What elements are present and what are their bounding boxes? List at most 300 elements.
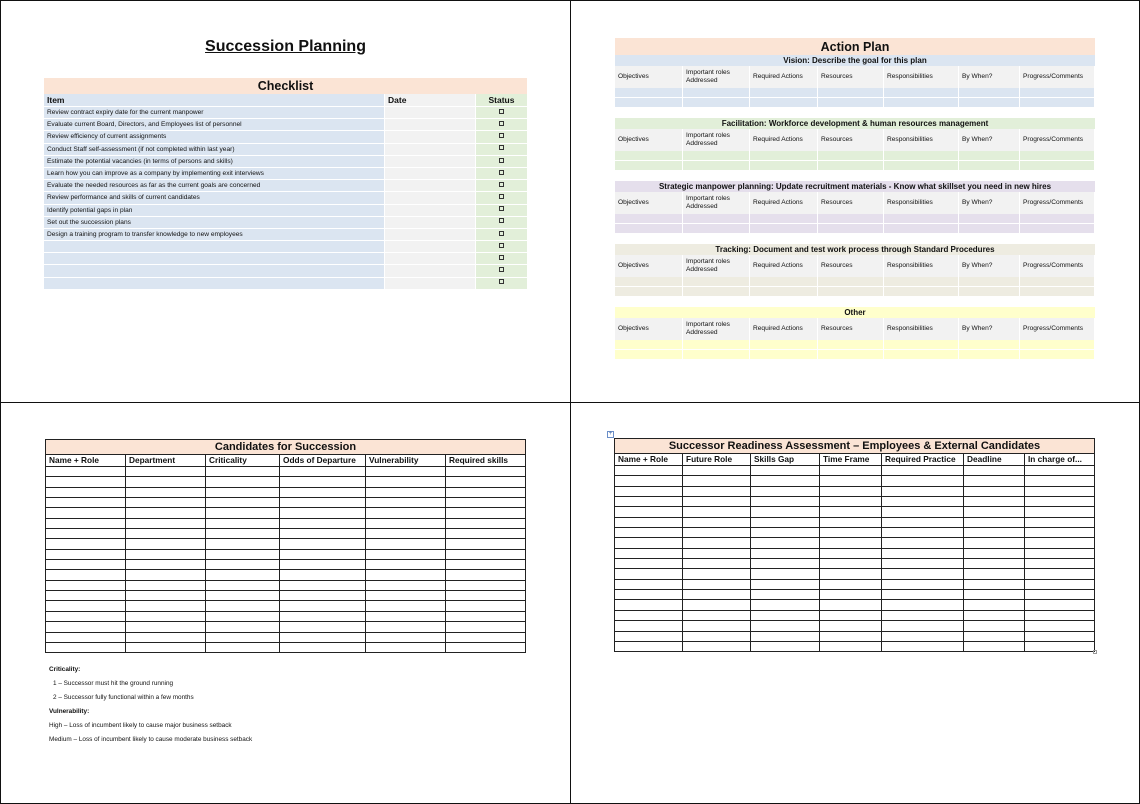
table-cell[interactable] [126, 581, 206, 590]
table-cell[interactable] [126, 467, 206, 476]
table-cell[interactable] [751, 507, 820, 516]
table-cell[interactable] [751, 528, 820, 537]
table-cell[interactable] [46, 591, 126, 600]
table-cell[interactable] [964, 569, 1025, 578]
table-cell[interactable] [615, 600, 683, 609]
empty-cell[interactable] [683, 224, 750, 234]
table-cell[interactable] [615, 518, 683, 527]
table-cell[interactable] [280, 498, 366, 507]
table-cell[interactable] [820, 559, 882, 568]
table-cell[interactable] [126, 570, 206, 579]
empty-cell[interactable] [683, 350, 750, 360]
table-cell[interactable] [46, 560, 126, 569]
table-cell[interactable] [820, 569, 882, 578]
table-cell[interactable] [615, 487, 683, 496]
table-cell[interactable] [882, 518, 964, 527]
table-cell[interactable] [683, 621, 751, 630]
table-cell[interactable] [683, 466, 751, 475]
table-cell[interactable] [820, 611, 882, 620]
table-cell[interactable] [206, 498, 280, 507]
empty-cell[interactable] [750, 98, 818, 108]
table-cell[interactable] [280, 477, 366, 486]
empty-cell[interactable] [750, 287, 818, 297]
empty-cell[interactable] [750, 151, 818, 161]
table-cell[interactable] [1025, 507, 1094, 516]
table-cell[interactable] [964, 476, 1025, 485]
table-cell[interactable] [820, 528, 882, 537]
table-cell[interactable] [446, 570, 525, 579]
checklist-date-cell[interactable] [385, 278, 476, 290]
table-cell[interactable] [1025, 497, 1094, 506]
table-cell[interactable] [280, 581, 366, 590]
table-cell[interactable] [126, 643, 206, 652]
checkbox[interactable] [499, 170, 504, 175]
checklist-date-cell[interactable] [385, 180, 476, 192]
checklist-date-cell[interactable] [385, 253, 476, 265]
table-cell[interactable] [46, 498, 126, 507]
checklist-date-cell[interactable] [385, 205, 476, 217]
table-cell[interactable] [446, 643, 525, 652]
empty-cell[interactable] [1020, 224, 1095, 234]
table-cell[interactable] [206, 633, 280, 642]
table-cell[interactable] [206, 581, 280, 590]
table-cell[interactable] [683, 497, 751, 506]
table-cell[interactable] [751, 569, 820, 578]
table-cell[interactable] [446, 508, 525, 517]
empty-cell[interactable] [884, 151, 959, 161]
table-cell[interactable] [366, 529, 446, 538]
checkbox[interactable] [499, 279, 504, 284]
table-cell[interactable] [882, 528, 964, 537]
table-cell[interactable] [280, 591, 366, 600]
empty-cell[interactable] [884, 224, 959, 234]
table-cell[interactable] [615, 621, 683, 630]
checkbox[interactable] [499, 267, 504, 272]
empty-cell[interactable] [1020, 350, 1095, 360]
table-cell[interactable] [206, 643, 280, 652]
table-cell[interactable] [751, 642, 820, 651]
checkbox[interactable] [499, 133, 504, 138]
table-cell[interactable] [280, 622, 366, 631]
table-cell[interactable] [1025, 632, 1094, 641]
table-cell[interactable] [964, 518, 1025, 527]
table-cell[interactable] [882, 632, 964, 641]
empty-cell[interactable] [959, 98, 1020, 108]
table-cell[interactable] [446, 519, 525, 528]
table-cell[interactable] [446, 591, 525, 600]
table-cell[interactable] [46, 519, 126, 528]
table-cell[interactable] [683, 590, 751, 599]
table-cell[interactable] [683, 518, 751, 527]
table-cell[interactable] [882, 476, 964, 485]
empty-cell[interactable] [959, 340, 1020, 350]
table-cell[interactable] [46, 508, 126, 517]
table-cell[interactable] [46, 488, 126, 497]
table-cell[interactable] [280, 467, 366, 476]
checklist-date-cell[interactable] [385, 131, 476, 143]
table-cell[interactable] [46, 529, 126, 538]
table-cell[interactable] [446, 581, 525, 590]
empty-cell[interactable] [750, 161, 818, 171]
table-cell[interactable] [126, 498, 206, 507]
empty-cell[interactable] [959, 161, 1020, 171]
checklist-date-cell[interactable] [385, 144, 476, 156]
table-cell[interactable] [366, 488, 446, 497]
table-cell[interactable] [126, 508, 206, 517]
table-cell[interactable] [615, 538, 683, 547]
empty-cell[interactable] [683, 98, 750, 108]
table-cell[interactable] [820, 466, 882, 475]
empty-cell[interactable] [615, 340, 683, 350]
table-cell[interactable] [615, 528, 683, 537]
empty-cell[interactable] [750, 340, 818, 350]
checkbox[interactable] [499, 255, 504, 260]
table-cell[interactable] [683, 528, 751, 537]
table-cell[interactable] [206, 488, 280, 497]
checkbox[interactable] [499, 145, 504, 150]
table-cell[interactable] [820, 600, 882, 609]
table-cell[interactable] [280, 508, 366, 517]
table-cell[interactable] [1025, 590, 1094, 599]
table-cell[interactable] [751, 559, 820, 568]
checklist-date-cell[interactable] [385, 119, 476, 131]
table-cell[interactable] [446, 477, 525, 486]
table-cell[interactable] [683, 642, 751, 651]
table-cell[interactable] [1025, 538, 1094, 547]
table-cell[interactable] [882, 466, 964, 475]
table-cell[interactable] [366, 581, 446, 590]
table-cell[interactable] [964, 600, 1025, 609]
empty-cell[interactable] [1020, 340, 1095, 350]
table-cell[interactable] [46, 467, 126, 476]
table-cell[interactable] [820, 621, 882, 630]
empty-cell[interactable] [884, 98, 959, 108]
table-cell[interactable] [446, 622, 525, 631]
table-cell[interactable] [206, 612, 280, 621]
table-cell[interactable] [964, 559, 1025, 568]
empty-cell[interactable] [818, 161, 884, 171]
empty-cell[interactable] [683, 88, 750, 98]
table-cell[interactable] [1025, 528, 1094, 537]
table-cell[interactable] [1025, 569, 1094, 578]
table-cell[interactable] [882, 621, 964, 630]
table-cell[interactable] [751, 600, 820, 609]
table-cell[interactable] [882, 549, 964, 558]
table-cell[interactable] [46, 477, 126, 486]
table-cell[interactable] [882, 600, 964, 609]
checklist-date-cell[interactable] [385, 168, 476, 180]
table-cell[interactable] [366, 560, 446, 569]
table-cell[interactable] [751, 580, 820, 589]
table-cell[interactable] [964, 611, 1025, 620]
table-cell[interactable] [615, 476, 683, 485]
table-cell[interactable] [964, 528, 1025, 537]
table-cell[interactable] [820, 518, 882, 527]
table-cell[interactable] [615, 569, 683, 578]
table-cell[interactable] [615, 642, 683, 651]
table-cell[interactable] [46, 612, 126, 621]
table-cell[interactable] [46, 581, 126, 590]
table-cell[interactable] [820, 632, 882, 641]
empty-cell[interactable] [750, 350, 818, 360]
empty-cell[interactable] [615, 214, 683, 224]
table-cell[interactable] [446, 550, 525, 559]
table-cell[interactable] [964, 507, 1025, 516]
empty-cell[interactable] [615, 277, 683, 287]
checklist-date-cell[interactable] [385, 217, 476, 229]
table-cell[interactable] [1025, 559, 1094, 568]
table-cell[interactable] [882, 611, 964, 620]
table-cell[interactable] [46, 643, 126, 652]
table-cell[interactable] [280, 643, 366, 652]
table-cell[interactable] [446, 612, 525, 621]
table-cell[interactable] [964, 590, 1025, 599]
empty-cell[interactable] [615, 287, 683, 297]
table-cell[interactable] [820, 642, 882, 651]
empty-cell[interactable] [818, 350, 884, 360]
empty-cell[interactable] [683, 277, 750, 287]
table-cell[interactable] [964, 549, 1025, 558]
empty-cell[interactable] [683, 214, 750, 224]
table-cell[interactable] [615, 549, 683, 558]
table-cell[interactable] [280, 488, 366, 497]
empty-cell[interactable] [818, 224, 884, 234]
empty-cell[interactable] [818, 340, 884, 350]
empty-cell[interactable] [959, 214, 1020, 224]
table-cell[interactable] [206, 539, 280, 548]
table-cell[interactable] [46, 570, 126, 579]
empty-cell[interactable] [959, 224, 1020, 234]
table-cell[interactable] [882, 487, 964, 496]
table-cell[interactable] [446, 498, 525, 507]
table-cell[interactable] [751, 549, 820, 558]
table-cell[interactable] [882, 590, 964, 599]
table-cell[interactable] [1025, 518, 1094, 527]
table-cell[interactable] [882, 507, 964, 516]
checklist-date-cell[interactable] [385, 241, 476, 253]
table-cell[interactable] [126, 560, 206, 569]
table-cell[interactable] [751, 466, 820, 475]
checklist-date-cell[interactable] [385, 192, 476, 204]
table-cell[interactable] [1025, 487, 1094, 496]
empty-cell[interactable] [750, 277, 818, 287]
table-cell[interactable] [280, 539, 366, 548]
table-cell[interactable] [820, 549, 882, 558]
table-cell[interactable] [206, 601, 280, 610]
empty-cell[interactable] [959, 350, 1020, 360]
table-cell[interactable] [882, 569, 964, 578]
table-cell[interactable] [1025, 549, 1094, 558]
empty-cell[interactable] [615, 151, 683, 161]
table-cell[interactable] [751, 611, 820, 620]
table-cell[interactable] [366, 539, 446, 548]
table-cell[interactable] [882, 497, 964, 506]
empty-cell[interactable] [615, 98, 683, 108]
empty-cell[interactable] [818, 98, 884, 108]
table-cell[interactable] [126, 477, 206, 486]
empty-cell[interactable] [1020, 88, 1095, 98]
table-cell[interactable] [751, 538, 820, 547]
table-cell[interactable] [751, 497, 820, 506]
checkbox[interactable] [499, 243, 504, 248]
table-cell[interactable] [751, 518, 820, 527]
empty-cell[interactable] [615, 350, 683, 360]
table-cell[interactable] [964, 487, 1025, 496]
table-cell[interactable] [882, 642, 964, 651]
empty-cell[interactable] [959, 287, 1020, 297]
table-cell[interactable] [280, 601, 366, 610]
empty-cell[interactable] [615, 88, 683, 98]
table-cell[interactable] [964, 621, 1025, 630]
table-cell[interactable] [446, 467, 525, 476]
empty-cell[interactable] [750, 214, 818, 224]
table-cell[interactable] [820, 487, 882, 496]
table-cell[interactable] [206, 477, 280, 486]
empty-cell[interactable] [818, 287, 884, 297]
table-cell[interactable] [126, 591, 206, 600]
table-cell[interactable] [964, 497, 1025, 506]
table-cell[interactable] [1025, 476, 1094, 485]
table-cell[interactable] [820, 580, 882, 589]
table-cell[interactable] [126, 519, 206, 528]
table-cell[interactable] [683, 569, 751, 578]
table-cell[interactable] [615, 507, 683, 516]
empty-cell[interactable] [683, 340, 750, 350]
empty-cell[interactable] [884, 161, 959, 171]
table-cell[interactable] [751, 590, 820, 599]
table-cell[interactable] [820, 538, 882, 547]
table-cell[interactable] [280, 570, 366, 579]
table-cell[interactable] [964, 538, 1025, 547]
table-cell[interactable] [280, 633, 366, 642]
empty-cell[interactable] [884, 350, 959, 360]
table-cell[interactable] [446, 539, 525, 548]
table-cell[interactable] [206, 550, 280, 559]
table-cell[interactable] [206, 519, 280, 528]
table-cell[interactable] [126, 550, 206, 559]
empty-cell[interactable] [884, 340, 959, 350]
table-cell[interactable] [126, 622, 206, 631]
table-cell[interactable] [683, 507, 751, 516]
empty-cell[interactable] [818, 151, 884, 161]
checklist-date-cell[interactable] [385, 265, 476, 277]
table-cell[interactable] [446, 560, 525, 569]
table-cell[interactable] [46, 633, 126, 642]
table-cell[interactable] [126, 601, 206, 610]
table-cell[interactable] [366, 643, 446, 652]
table-cell[interactable] [46, 539, 126, 548]
empty-cell[interactable] [1020, 98, 1095, 108]
table-cell[interactable] [1025, 642, 1094, 651]
empty-cell[interactable] [884, 277, 959, 287]
checkbox[interactable] [499, 121, 504, 126]
table-cell[interactable] [46, 550, 126, 559]
table-cell[interactable] [882, 580, 964, 589]
empty-cell[interactable] [884, 287, 959, 297]
table-cell[interactable] [683, 559, 751, 568]
empty-cell[interactable] [1020, 277, 1095, 287]
table-cell[interactable] [366, 633, 446, 642]
table-cell[interactable] [683, 549, 751, 558]
table-cell[interactable] [751, 476, 820, 485]
table-cell[interactable] [280, 560, 366, 569]
table-cell[interactable] [366, 467, 446, 476]
table-cell[interactable] [126, 633, 206, 642]
checkbox[interactable] [499, 194, 504, 199]
table-cell[interactable] [366, 550, 446, 559]
table-cell[interactable] [366, 622, 446, 631]
checkbox[interactable] [499, 158, 504, 163]
table-cell[interactable] [820, 476, 882, 485]
checkbox[interactable] [499, 218, 504, 223]
empty-cell[interactable] [615, 224, 683, 234]
table-cell[interactable] [446, 529, 525, 538]
empty-cell[interactable] [683, 287, 750, 297]
empty-cell[interactable] [683, 151, 750, 161]
table-cell[interactable] [366, 519, 446, 528]
table-cell[interactable] [280, 550, 366, 559]
table-cell[interactable] [446, 488, 525, 497]
table-cell[interactable] [366, 477, 446, 486]
table-cell[interactable] [46, 601, 126, 610]
table-cell[interactable] [280, 612, 366, 621]
table-cell[interactable] [206, 508, 280, 517]
table-cell[interactable] [206, 570, 280, 579]
table-cell[interactable] [615, 497, 683, 506]
table-cell[interactable] [206, 622, 280, 631]
empty-cell[interactable] [959, 151, 1020, 161]
table-cell[interactable] [366, 601, 446, 610]
table-cell[interactable] [820, 590, 882, 599]
table-cell[interactable] [1025, 580, 1094, 589]
table-cell[interactable] [751, 621, 820, 630]
checkbox[interactable] [499, 231, 504, 236]
empty-cell[interactable] [959, 277, 1020, 287]
table-cell[interactable] [206, 591, 280, 600]
table-cell[interactable] [964, 632, 1025, 641]
empty-cell[interactable] [818, 277, 884, 287]
empty-cell[interactable] [818, 88, 884, 98]
empty-cell[interactable] [884, 88, 959, 98]
table-cell[interactable] [683, 487, 751, 496]
checklist-date-cell[interactable] [385, 229, 476, 241]
table-cell[interactable] [280, 519, 366, 528]
table-cell[interactable] [206, 560, 280, 569]
table-cell[interactable] [126, 529, 206, 538]
checklist-date-cell[interactable] [385, 107, 476, 119]
table-cell[interactable] [683, 632, 751, 641]
table-cell[interactable] [126, 488, 206, 497]
table-cell[interactable] [751, 487, 820, 496]
table-cell[interactable] [366, 612, 446, 621]
table-cell[interactable] [751, 632, 820, 641]
table-cell[interactable] [615, 580, 683, 589]
empty-cell[interactable] [683, 161, 750, 171]
table-cell[interactable] [1025, 611, 1094, 620]
table-cell[interactable] [446, 633, 525, 642]
table-cell[interactable] [280, 529, 366, 538]
table-cell[interactable] [366, 570, 446, 579]
table-cell[interactable] [1025, 466, 1094, 475]
table-cell[interactable] [683, 600, 751, 609]
table-resize-handle-icon[interactable] [1093, 650, 1097, 654]
table-cell[interactable] [820, 507, 882, 516]
checkbox[interactable] [499, 109, 504, 114]
table-cell[interactable] [683, 580, 751, 589]
table-cell[interactable] [615, 632, 683, 641]
table-cell[interactable] [820, 497, 882, 506]
table-cell[interactable] [964, 642, 1025, 651]
